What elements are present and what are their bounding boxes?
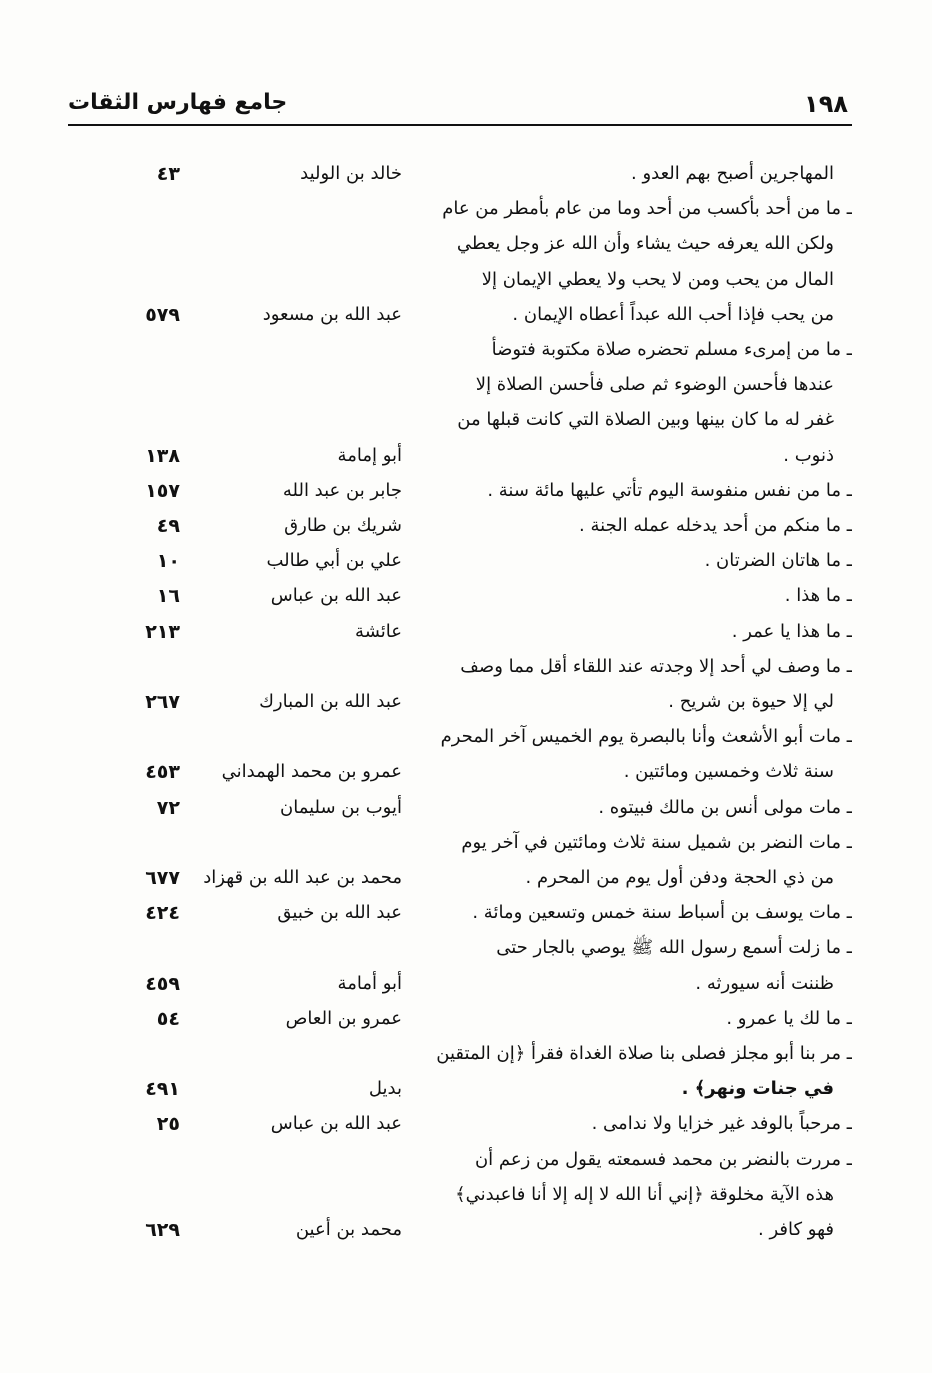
entry-number: ٧٢	[156, 797, 180, 819]
page-header	[68, 84, 852, 126]
narrator-name: عبد الله بن المبارك	[259, 691, 402, 712]
narrator-name: علي بن أبي طالب	[266, 550, 402, 571]
hadith-text-line: ـ ما هذا يا عمر .	[731, 621, 852, 642]
hadith-text-line: ـ ما من نفس منفوسة اليوم تأتي عليها مائة سنة .	[487, 480, 852, 501]
entry-number: ١٠	[156, 550, 180, 572]
hadith-text-line: سنة ثلاث وخمسين ومائتين .	[623, 761, 834, 782]
hadith-text-line: ـ ما من أحد بأكسب من أحد وما من عام بأمطر من عام	[442, 198, 852, 219]
hadith-text-line: ـ مات أبو الأشعث وأنا بالبصرة يوم الخميس آخر المحرم	[440, 726, 852, 747]
hadith-text-line: ـ ما لك يا عمرو .	[726, 1008, 852, 1029]
entry-number: ٢٦٧	[145, 691, 180, 713]
hadith-text-line: لي إلا حيوة بن شريح .	[668, 691, 834, 712]
entry-number: ٢١٣	[145, 621, 180, 643]
entry-number: ٤٩١	[145, 1078, 180, 1100]
narrator-name: أبو أمامة	[337, 973, 402, 994]
hadith-text-line: ـ مررت بالنضر بن محمد فسمعته يقول من زعم أن	[474, 1149, 852, 1170]
narrator-name: عمرو بن محمد الهمداني	[221, 761, 402, 782]
hadith-text-line: ـ ما من إمرىء مسلم تحضره صلاة مكتوبة فتوضأ	[491, 339, 852, 360]
hadith-text-line: المهاجرين أصبح بهم العدو .	[631, 163, 834, 184]
hadith-text-line: فهو كافر .	[758, 1219, 834, 1240]
entry-number: ١٣٨	[145, 445, 180, 467]
running-title: جامع فهارس الثقات	[68, 90, 288, 115]
hadith-text-line: ذنوب .	[783, 445, 834, 466]
narrator-name: أيوب بن سليمان	[280, 797, 402, 818]
narrator-name: شريك بن طارق	[284, 515, 402, 536]
entry-number: ١٥٧	[145, 480, 180, 502]
narrator-name: محمد بن عبد الله بن قهزاد	[203, 867, 402, 888]
hadith-text-line: ولكن الله يعرفه حيث يشاء وأن الله عز وجل يعطي	[456, 233, 834, 254]
narrator-name: عبد الله بن عباس	[270, 585, 402, 606]
hadith-text-line: غفر له ما كان بينها وبين الصلاة التي كانت قبلها من	[457, 409, 834, 430]
hadith-text-line: هذه الآية مخلوقة ﴿إني أنا الله لا إله إلا أنا فاعبدني﴾	[455, 1184, 834, 1205]
hadith-text-line: ـ مات يوسف بن أسباط سنة خمس وتسعين ومائة .	[472, 902, 852, 923]
hadith-text-line: المال من يحب ومن لا يحب ولا يعطي الإيمان إلا	[481, 269, 834, 290]
entry-number: ١٦	[156, 585, 180, 607]
entry-number: ٤٢٤	[145, 902, 180, 924]
entry-number: ٥٧٩	[145, 304, 180, 326]
hadith-text-line: في جنات ونهر﴾ .	[681, 1078, 834, 1099]
narrator-name: بديل	[368, 1078, 402, 1099]
page-number: ١٩٨	[804, 90, 848, 118]
narrator-name: عائشة	[355, 621, 402, 642]
hadith-text-line: ـ ما منكم من أحد يدخله عمله الجنة .	[579, 515, 852, 536]
narrator-name: جابر بن عبد الله	[282, 480, 402, 501]
narrator-name: خالد بن الوليد	[300, 163, 402, 184]
hadith-text-line: من يحب فإذا أحب الله عبداً أعطاه الإيمان .	[512, 304, 834, 325]
narrator-name: عمرو بن العاص	[285, 1008, 402, 1029]
entry-number: ٦٢٩	[145, 1219, 180, 1241]
narrator-name: أبو إمامة	[337, 445, 402, 466]
hadith-text-line: من ذي الحجة ودفن أول يوم من المحرم .	[525, 867, 834, 888]
entry-number: ٤٣	[156, 163, 180, 185]
hadith-text-line: ـ مرحباً بالوفد غير خزايا ولا ندامى .	[591, 1113, 852, 1134]
narrator-name: محمد بن أعين	[295, 1219, 402, 1240]
hadith-text-line: ظننت أنه سيورثه .	[695, 973, 834, 994]
narrator-name: عبد الله بن خبيق	[277, 902, 402, 923]
narrator-name: عبد الله بن عباس	[270, 1113, 402, 1134]
hadith-text-line: ـ ما هاتان الضرتان .	[704, 550, 852, 571]
hadith-text-line: ـ مات النضر بن شميل سنة ثلاث ومائتين في آخر يوم	[461, 832, 852, 853]
hadith-text-line: ـ ما زلت أسمع رسول الله ﷺ يوصي بالجار حتى	[496, 937, 852, 958]
hadith-text-line: ـ مر بنا أبو مجلز فصلى بنا صلاة الغداة فقرأ ﴿إن المتقين	[436, 1043, 852, 1064]
index-entries	[0, 156, 932, 1286]
hadith-text-line: عندها فأحسن الوضوء ثم صلى فأحسن الصلاة إلا	[475, 374, 834, 395]
hadith-text-line: ـ مات مولى أنس بن مالك فبيتوه .	[598, 797, 852, 818]
entry-number: ٥٤	[156, 1008, 180, 1030]
hadith-text-line: ـ ما هذا .	[784, 585, 852, 606]
entry-number: ٢٥	[156, 1113, 180, 1135]
hadith-text-line: ـ ما وصف لي أحد إلا وجدته عند اللقاء أقل مما وصف	[460, 656, 852, 677]
narrator-name: عبد الله بن مسعود	[262, 304, 402, 325]
entry-number: ٤٩	[156, 515, 180, 537]
entry-number: ٦٧٧	[145, 867, 180, 889]
entry-number: ٤٥٣	[145, 761, 180, 783]
entry-number: ٤٥٩	[145, 973, 180, 995]
